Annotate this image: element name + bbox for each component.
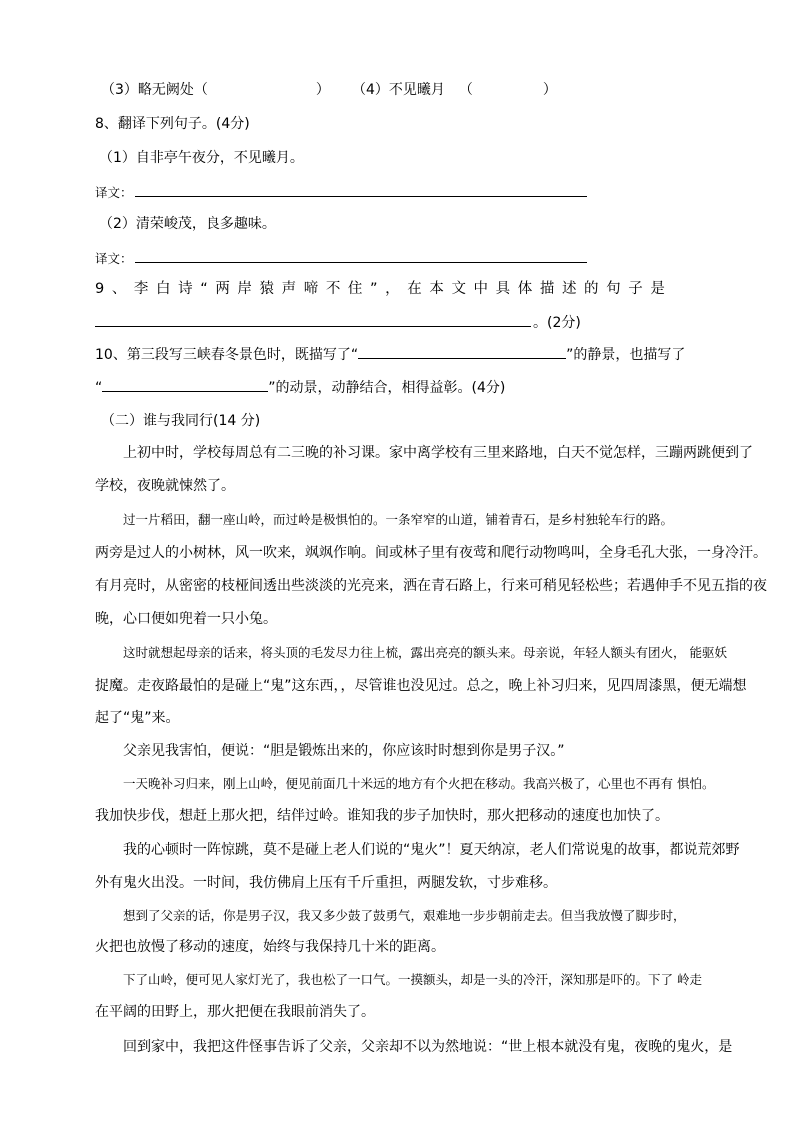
q9-answer-line[interactable] <box>95 326 531 327</box>
passage-line: 起了“鬼”来。 <box>95 710 180 726</box>
q9-score: 。(2分) <box>533 315 581 331</box>
q10-line-2 <box>95 377 505 398</box>
passage-line: 过一片稻田，翻一座山岭，而过岭是极惧怕的。一条窄窄的山道，铺着青石，是乡村独轮车行的路。 <box>123 512 674 527</box>
q4-close: ） <box>542 82 557 98</box>
q4-open: （ <box>458 82 473 98</box>
passage-line: 上初中时，学校每周总有二三晚的补习课。家中离学校有三里来路地，白天不觉怎样，三蹦两跳便到了 <box>123 445 753 461</box>
q3-answer-blank[interactable] <box>208 80 316 94</box>
q8-sentence-1: （1）自非亭午夜分，不见曦月。 <box>99 150 304 166</box>
section-2-title: （二）谁与我同行(14 分) <box>101 413 261 429</box>
q8-translation-1-row <box>95 183 133 203</box>
q4-answer-blank[interactable] <box>473 80 543 94</box>
passage-line: 回到家中，我把这件怪事告诉了父亲，父亲却不以为然地说：“世上根本就没有鬼，夜晚的鬼火，是 <box>123 1039 733 1055</box>
passage-line: 外有鬼火出没。一时间，我仿佛肩上压有千斤重担，两腿发软，寸步难移。 <box>95 875 557 891</box>
q4-row <box>352 80 557 100</box>
q10-open-quote: “ <box>95 380 103 396</box>
passage-line: 一天晚补习归来，刚上山岭，便见前面几十米远的地方有个火把在移动。我高兴极了，心里也不再有 惧怕。 <box>123 776 715 791</box>
passage-line: 我的心顿时一阵惊跳，莫不是碰上老人们说的“鬼火”！夏天纳凉，老人们常说鬼的故事，都说荒郊野 <box>123 842 740 858</box>
q10-line-1 <box>95 344 685 365</box>
passage-line: 父亲见我害怕，便说：“胆是锻炼出来的，你应该时时想到你是男子汉。” <box>123 743 565 759</box>
translation-label-2: 译文： <box>95 251 133 266</box>
q8-sentence-2: （2）清荣峻茂，良多趣味。 <box>99 216 276 232</box>
q8-title: 8、翻译下列句子。(4分) <box>95 116 250 132</box>
passage-line: 在平阔的田野上，那火把便在我眼前消失了。 <box>95 1004 375 1020</box>
passage-line: 我加快步伐，想赶上那火把，结伴过岭。谁知我的步子加快时，那火把移动的速度也加快了。 <box>95 808 669 824</box>
passage-line: 有月亮时，从密密的枝桠间透出些淡淡的光亮来，洒在青石路上，行来可稍见轻松些；若遇伸手不见五指的夜 <box>95 578 767 594</box>
q10-part3: ”的动景，动静结合，相得益彰。(4分) <box>268 380 506 396</box>
passage-line: 想到了父亲的话，你是男子汉，我又多少鼓了鼓勇气，艰难地一步步朝前走去。但当我放慢了脚步时， <box>123 908 686 923</box>
q9-text: 9、李白诗“两岸猿声啼不住”，在本文中具体描述的句子是 <box>95 281 673 297</box>
q10-part2: ”的静景，也描写了 <box>566 347 686 363</box>
passage-line: 捉魔。走夜路最怕的是碰上“鬼”这东西，，尽管谁也没见过。总之，晚上补习归来，见四周漆黑，便无端想 <box>95 678 747 694</box>
q3-close: ） <box>315 82 330 98</box>
translation-1-answer-line[interactable] <box>135 196 587 197</box>
q3-row <box>101 80 330 100</box>
translation-label-1: 译文： <box>95 185 133 200</box>
passage-line: 火把也放慢了移动的速度，始终与我保持几十米的距离。 <box>95 939 445 955</box>
q10-dynamic-scene-blank[interactable] <box>102 377 268 392</box>
q4-label: （4）不见曦月 <box>352 82 445 98</box>
passage-line: 下了山岭，便可见人家灯光了，我也松了一口气。一摸额头，却是一头的冷汗，深知那是吓的。下了 岭走 <box>123 972 702 987</box>
q8-translation-2-row <box>95 249 133 269</box>
q10-static-scene-blank[interactable] <box>358 344 566 359</box>
passage-line: 学校，夜晚就悚然了。 <box>95 478 235 494</box>
q10-part1: 10、第三段写三峡春冬景色时，既描写了“ <box>95 347 359 363</box>
passage-line: 这时就想起母亲的话来，将头顶的毛发尽力往上梳，露出亮亮的额头来。母亲说，年轻人额头有团火， 能驱妖 <box>123 645 727 660</box>
passage-line: 两旁是过人的小树林，风一吹来，飒飒作响。间或林子里有夜莺和爬行动物鸣叫，全身毛孔大张，一身冷汗。 <box>95 545 767 561</box>
q3-label: （3）略无阙处（ <box>101 82 208 98</box>
passage-line: 晚，心口便如兜着一只小兔。 <box>95 611 277 627</box>
translation-2-answer-line[interactable] <box>135 262 587 263</box>
